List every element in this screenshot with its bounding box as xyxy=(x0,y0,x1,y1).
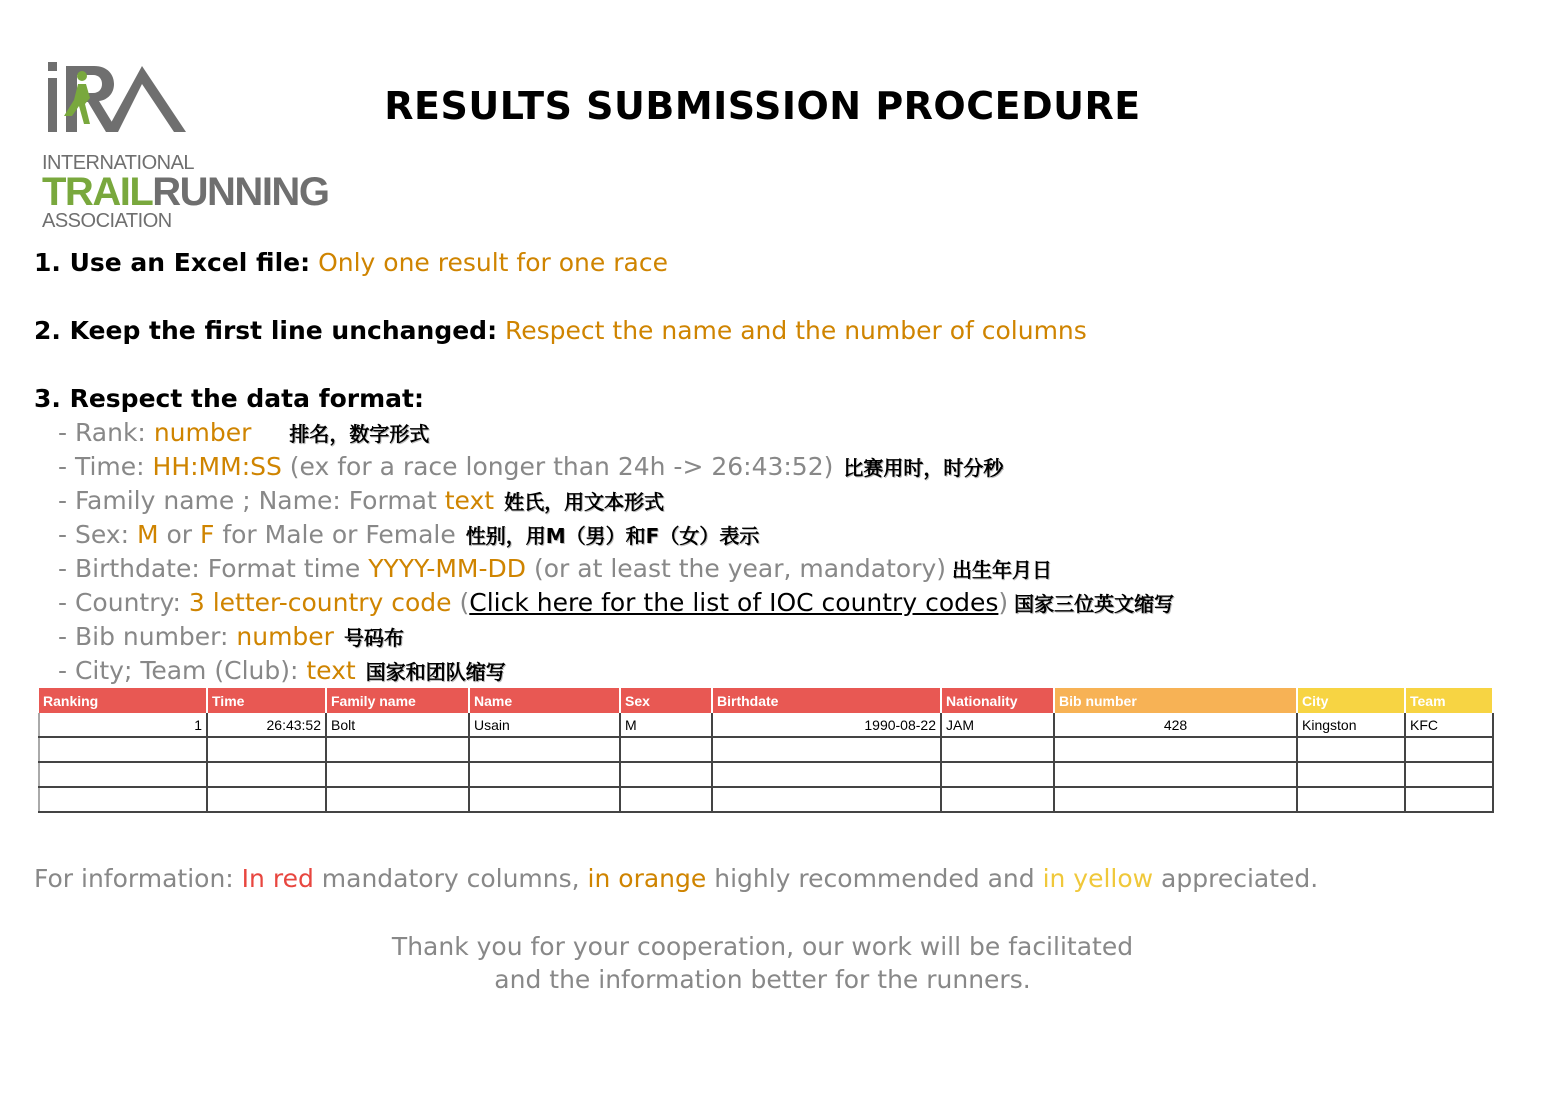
table-cell xyxy=(39,787,207,812)
format-bib xyxy=(58,622,404,651)
table-header-row xyxy=(39,688,1493,713)
table-cell xyxy=(1405,787,1493,812)
table-cell: Usain xyxy=(469,713,620,737)
step-1 xyxy=(34,248,668,277)
format-sex xyxy=(58,520,759,549)
table-cell xyxy=(207,787,326,812)
table-cell xyxy=(326,737,469,762)
info-yellow: in yellow xyxy=(1042,864,1154,893)
format-birthdate xyxy=(58,554,1052,583)
logo-line-1: INTERNATIONAL xyxy=(42,152,195,174)
format-birthdate-cn: 出生年月日 xyxy=(952,558,1053,582)
table-cell: M xyxy=(620,713,712,737)
table-cell xyxy=(326,762,469,787)
format-birthdate-suffix: (or at least the year, mandatory) xyxy=(526,554,947,583)
table-cell xyxy=(39,737,207,762)
table-cell xyxy=(1405,737,1493,762)
thanks-note xyxy=(0,930,1525,996)
table-cell xyxy=(712,762,941,787)
format-time-value: HH:MM:SS xyxy=(152,452,282,481)
format-time xyxy=(58,452,1003,481)
step-2 xyxy=(34,316,1087,345)
table-cell xyxy=(1054,762,1297,787)
table-cell xyxy=(712,737,941,762)
step-1-detail: Only one result for one race xyxy=(318,248,668,277)
table-row xyxy=(39,737,1493,762)
format-city-team xyxy=(58,656,506,685)
step-2-detail: Respect the name and the number of columns xyxy=(505,316,1087,345)
format-sex-cn: 性别，用M（男）和F（女）表示 xyxy=(465,524,760,548)
table-cell: 26:43:52 xyxy=(207,713,326,737)
step-1-label: 1. Use an Excel file: xyxy=(34,248,311,277)
table-cell xyxy=(207,762,326,787)
logo-line-2-gray: RUNNING xyxy=(152,170,329,214)
table-cell xyxy=(469,787,620,812)
logo-line-2-green: TRAIL xyxy=(42,170,153,214)
table-cell xyxy=(1405,762,1493,787)
format-country-close: ) xyxy=(998,588,1009,617)
table-cell xyxy=(1054,737,1297,762)
info-red: In red xyxy=(241,864,314,893)
step-2-label: 2. Keep the first line unchanged: xyxy=(34,316,498,345)
table-cell xyxy=(1054,787,1297,812)
table-cell: 428 xyxy=(1054,713,1297,737)
table-cell xyxy=(469,762,620,787)
format-country-value: 3 letter-country code xyxy=(188,588,452,617)
format-rank xyxy=(58,418,429,447)
table-cell xyxy=(1297,737,1405,762)
table-header-time: Time xyxy=(207,688,326,713)
format-time-prefix: - Time: xyxy=(58,452,153,481)
logo-line-2 xyxy=(42,170,328,215)
thanks-line-1: Thank you for your cooperation, our work will be facilitated xyxy=(391,932,1134,961)
table-cell xyxy=(620,737,712,762)
format-name-cn: 姓氏，用文本形式 xyxy=(504,490,665,514)
table-cell xyxy=(620,762,712,787)
table-cell xyxy=(941,787,1054,812)
format-sex-prefix: - Sex: xyxy=(58,520,137,549)
table-cell: JAM xyxy=(941,713,1054,737)
table-header-ranking: Ranking xyxy=(39,688,207,713)
format-name-prefix: - Family name ; Name: Format xyxy=(58,486,445,515)
table-cell xyxy=(207,737,326,762)
table-header-birthdate: Birthdate xyxy=(712,688,941,713)
format-sex-f: F xyxy=(200,520,215,549)
table-header-city: City xyxy=(1297,688,1405,713)
format-country xyxy=(58,588,1174,617)
table-header-bib-number: Bib number xyxy=(1054,688,1297,713)
format-country-cn: 国家三位英文缩写 xyxy=(1014,592,1175,616)
logo-line-3: ASSOCIATION xyxy=(42,210,172,232)
format-birthdate-value: YYYY-MM-DD xyxy=(368,554,527,583)
table-cell: 1990-08-22 xyxy=(712,713,941,737)
table-header-family-name: Family name xyxy=(326,688,469,713)
format-time-suffix: (ex for a race longer than 24h -> 26:43:52) xyxy=(281,452,834,481)
table-cell: 1 xyxy=(39,713,207,737)
format-sex-m: M xyxy=(136,520,159,549)
format-name xyxy=(58,486,664,515)
table-cell xyxy=(469,737,620,762)
info-mid-1: mandatory columns, xyxy=(313,864,588,893)
format-name-value: text xyxy=(444,486,495,515)
info-end: appreciated. xyxy=(1153,864,1319,893)
info-orange: in orange xyxy=(587,864,707,893)
step-3 xyxy=(34,384,424,413)
table-cell xyxy=(620,787,712,812)
format-sex-suffix: for Male or Female xyxy=(214,520,456,549)
table-row xyxy=(39,713,1493,737)
format-bib-prefix: - Bib number: xyxy=(58,622,237,651)
table-cell xyxy=(1297,762,1405,787)
table-cell: Bolt xyxy=(326,713,469,737)
format-city-prefix: - City; Team (Club): xyxy=(58,656,307,685)
table-cell xyxy=(1297,787,1405,812)
table-header-team: Team xyxy=(1405,688,1493,713)
table-row xyxy=(39,787,1493,812)
results-sample-table xyxy=(38,688,1494,813)
table-cell xyxy=(39,762,207,787)
table-cell xyxy=(326,787,469,812)
format-country-open: ( xyxy=(451,588,470,617)
format-rank-cn: 排名，数字形式 xyxy=(289,422,430,446)
format-bib-value: number xyxy=(236,622,334,651)
format-rank-value: number xyxy=(153,418,252,447)
page-title: RESULTS SUBMISSION PROCEDURE xyxy=(384,84,1141,128)
thanks-line-2: and the information better for the runners. xyxy=(494,965,1031,994)
format-rank-prefix: - Rank: xyxy=(58,418,154,447)
table-row xyxy=(39,762,1493,787)
format-birthdate-prefix: - Birthdate: Format time xyxy=(58,554,369,583)
format-time-cn: 比赛用时，时分秒 xyxy=(843,456,1004,480)
format-country-prefix: - Country: xyxy=(58,588,189,617)
table-cell xyxy=(712,787,941,812)
format-city-cn: 国家和团队缩写 xyxy=(365,660,506,684)
step-3-label: 3. Respect the data format: xyxy=(34,384,424,413)
table-header-sex: Sex xyxy=(620,688,712,713)
table-cell: KFC xyxy=(1405,713,1493,737)
table-cell xyxy=(941,762,1054,787)
ioc-country-codes-link[interactable]: Click here for the list of IOC country codes xyxy=(469,588,999,617)
table-cell: Kingston xyxy=(1297,713,1405,737)
format-city-value: text xyxy=(306,656,356,685)
info-mid-2: highly recommended and xyxy=(706,864,1043,893)
format-bib-cn: 号码布 xyxy=(343,626,404,650)
format-sex-or: or xyxy=(158,520,200,549)
table-header-nationality: Nationality xyxy=(941,688,1054,713)
table-header-name: Name xyxy=(469,688,620,713)
table-cell xyxy=(941,737,1054,762)
info-prefix: For information: xyxy=(34,864,242,893)
color-legend-info xyxy=(34,864,1318,893)
